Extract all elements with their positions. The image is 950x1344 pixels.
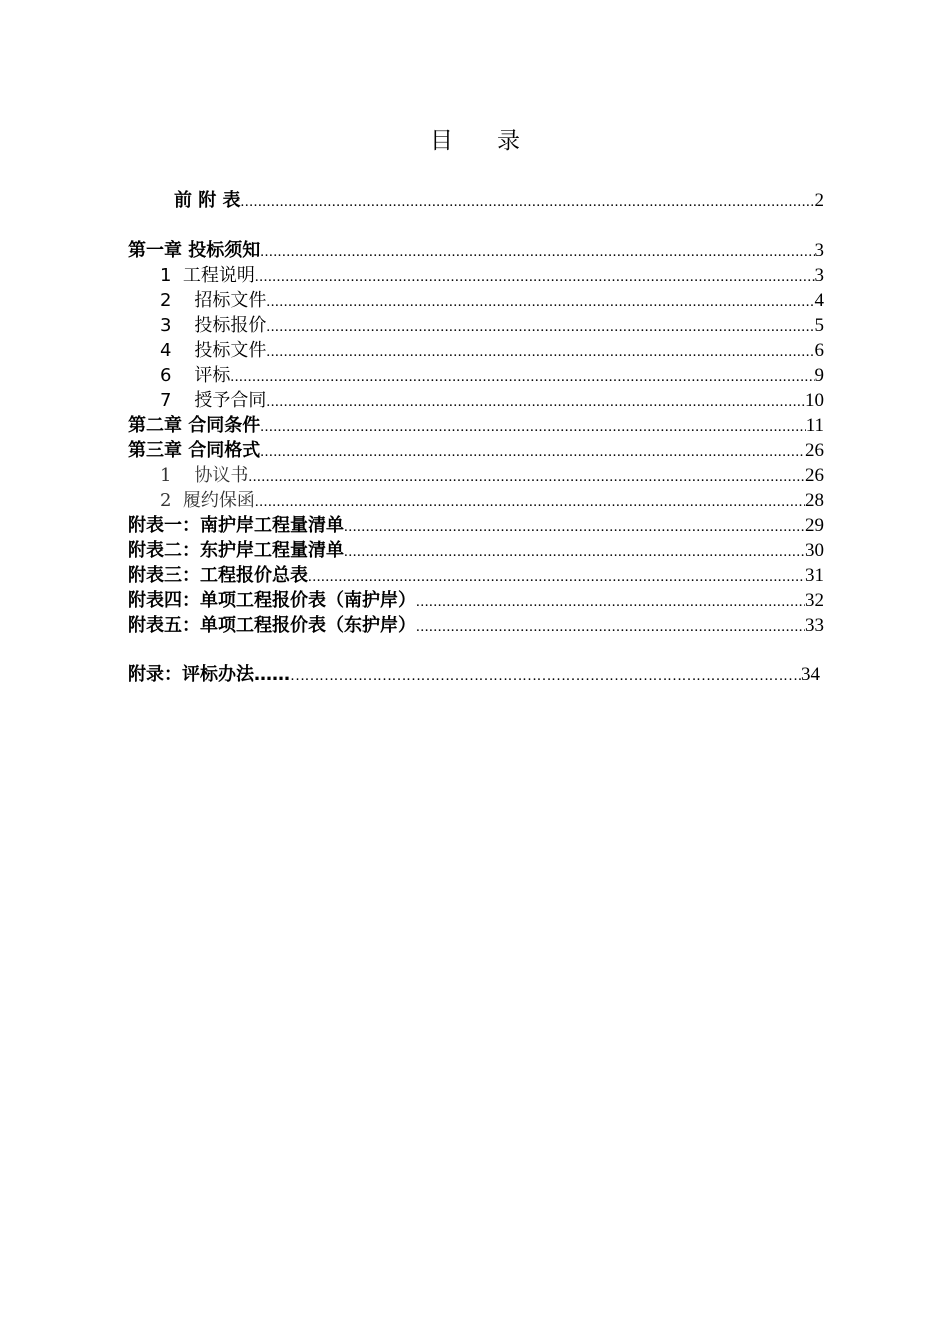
toc-entry-appendix-table-1[interactable] (128, 513, 824, 538)
toc-leader (344, 540, 805, 565)
toc-leader (344, 515, 805, 540)
toc-page: 28 (805, 490, 824, 511)
toc-entry-front-table[interactable] (174, 188, 824, 213)
toc-label: 第一章 投标须知 (128, 240, 261, 261)
toc-page: 33 (805, 615, 824, 636)
toc-page: 3 (814, 240, 824, 261)
title-char-2: 录 (497, 128, 520, 154)
toc-page: 31 (805, 565, 824, 586)
toc-entry-chapter-2[interactable] (128, 413, 824, 438)
toc-entry-chapter-1[interactable] (128, 238, 824, 263)
page-title (0, 122, 950, 155)
toc-label: 评标 (194, 365, 231, 386)
toc-entry-appendix-table-3[interactable] (128, 563, 824, 588)
toc-number: 6 (160, 365, 172, 386)
toc-label: 工程说明 (182, 265, 255, 286)
toc-page: 26 (805, 465, 824, 486)
toc-page: 9 (814, 365, 824, 386)
toc-entry-1-3[interactable] (160, 313, 824, 338)
toc-leader (241, 190, 815, 215)
toc-page: 32 (805, 590, 824, 611)
toc-page: 11 (805, 415, 824, 436)
toc-page: 34 (801, 664, 820, 685)
toc-label: 附表三：工程报价总表 (128, 565, 308, 586)
toc-leader (416, 615, 805, 640)
toc-label: 投标报价 (194, 315, 267, 336)
toc-label: 第二章 合同条件 (128, 415, 261, 436)
toc-number: 1 (160, 265, 172, 286)
toc-number: 2 (160, 290, 172, 311)
toc-entry-appendix-table-5[interactable] (128, 613, 824, 638)
toc-page: 2 (814, 190, 824, 211)
toc-label: 协议书 (194, 465, 249, 486)
toc-leader (416, 590, 805, 615)
toc-page: 26 (805, 440, 824, 461)
toc-leader (255, 490, 805, 515)
toc-label: 附表二：东护岸工程量清单 (128, 540, 344, 561)
toc-entry-1-4[interactable] (160, 338, 824, 363)
toc-label: 附录：评标办法…… (128, 664, 290, 685)
toc-leader (266, 390, 805, 415)
toc-leader (266, 290, 814, 315)
toc-leader (248, 465, 805, 490)
toc-entry-1-7[interactable] (160, 388, 824, 413)
toc-label: 履约保函 (182, 490, 255, 511)
toc-page: 5 (814, 315, 824, 336)
toc-leader (266, 340, 814, 365)
toc-leader (308, 565, 805, 590)
toc-number: 2 (160, 490, 172, 511)
toc-number: 4 (160, 340, 172, 361)
toc-label: 附表一：南护岸工程量清单 (128, 515, 344, 536)
toc-page: 6 (814, 340, 824, 361)
toc-page: 10 (805, 390, 824, 411)
toc-leader (266, 315, 814, 340)
toc-leader (255, 265, 815, 290)
toc-entry-appendix-table-2[interactable] (128, 538, 824, 563)
toc-label: 投标文件 (194, 340, 267, 361)
toc-page: 3 (814, 265, 824, 286)
toc-entry-appendix-table-4[interactable] (128, 588, 824, 613)
toc-entry-3-1[interactable] (160, 463, 824, 488)
toc-label: 前 附 表 (174, 190, 241, 211)
toc-number: 7 (160, 390, 172, 411)
toc-label: 附表五：单项工程报价表（东护岸） (128, 615, 416, 636)
toc-entry-chapter-3[interactable] (128, 438, 824, 463)
toc-leader (290, 664, 801, 689)
toc-label: 招标文件 (194, 290, 267, 311)
toc-label: 第三章 合同格式 (128, 440, 261, 461)
toc-page: 29 (805, 515, 824, 536)
toc-page: 30 (805, 540, 824, 561)
toc-number: 3 (160, 315, 172, 336)
toc-entry-appendix-evaluation[interactable] (128, 662, 820, 687)
title-char-1: 目 (430, 128, 453, 154)
toc-entry-1-2[interactable] (160, 288, 824, 313)
toc-entry-1-6[interactable] (160, 363, 824, 388)
toc-label: 附表四：单项工程报价表（南护岸） (128, 590, 416, 611)
toc-leader (260, 440, 805, 465)
toc-entry-1-1[interactable] (160, 263, 824, 288)
toc-label: 授予合同 (194, 390, 267, 411)
toc-page: 4 (814, 290, 824, 311)
toc-leader (260, 240, 814, 265)
toc-entry-3-2[interactable] (160, 488, 824, 513)
toc-leader (260, 415, 805, 440)
toc-number: 1 (160, 465, 172, 486)
toc-leader (230, 365, 814, 390)
